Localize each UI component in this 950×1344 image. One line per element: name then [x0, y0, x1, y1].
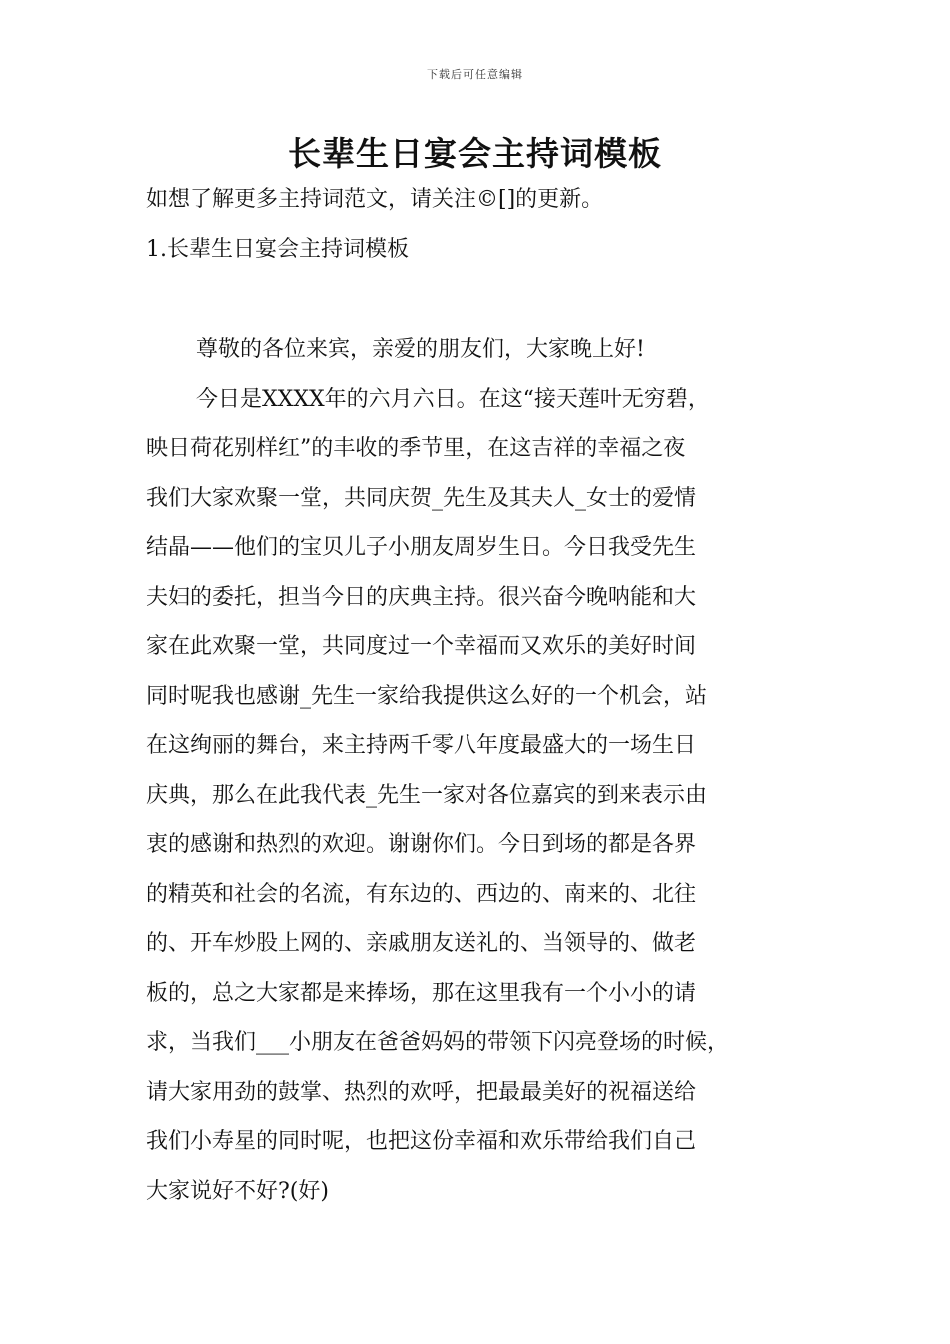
paragraph-line: 我们小寿星的同时呢，也把这份幸福和欢乐带给我们自己	[146, 1129, 697, 1154]
paragraph-line: 夫妇的委托，担当今日的庆典主持。很兴奋今晚呐能和大	[146, 584, 697, 610]
section-heading: 1.长辈生日宴会主持词模板	[146, 237, 409, 262]
paragraph-line: 求，当我们___小朋友在爸爸妈妈的带领下闪亮登场的时候，	[146, 1030, 730, 1055]
paragraph-line: 衷的感谢和热烈的欢迎。谢谢你们。今日到场的都是各界	[146, 832, 697, 857]
paragraph-line: 板的，总之大家都是来捧场，那在这里我有一个小小的请	[146, 980, 697, 1006]
paragraph-line: 同时呢我也感谢_先生一家给我提供这么好的一个机会，站	[146, 683, 708, 709]
paragraph-line: 在这绚丽的舞台，来主持两千零八年度最盛大的一场生日	[146, 733, 697, 758]
paragraph-line: 结晶——他们的宝贝儿子小朋友周岁生日。今日我受先生	[146, 535, 697, 560]
body-text	[146, 332, 826, 1223]
paragraph-line: 请大家用劲的鼓掌、热烈的欢呼，把最最美好的祝福送给	[146, 1079, 697, 1105]
document-title: 长辈生日宴会主持词模板	[288, 134, 662, 173]
paragraph-line: 我们大家欢聚一堂，共同庆贺_先生及其夫人_女士的爱情	[146, 485, 697, 511]
paragraph-line: 大家说好不好?(好)	[146, 1178, 329, 1204]
intro-line: 如想了解更多主持词范文，请关注©[]的更新。	[146, 187, 604, 212]
paragraph-line: 的精英和社会的名流，有东边的、西边的、南来的、北往	[146, 881, 697, 907]
paragraph-line: 映日荷花别样红”的丰收的季节里，在这吉祥的幸福之夜	[146, 436, 686, 461]
paragraph-line: 家在此欢聚一堂，共同度过一个幸福而又欢乐的美好时间	[146, 634, 697, 659]
greeting-line: 尊敬的各位来宾，亲爱的朋友们，大家晚上好!	[196, 337, 645, 362]
paragraph-line: 今日是XXXX年的六月六日。在这“接天莲叶无穷碧，	[196, 386, 710, 412]
paragraph-line: 庆典，那么在此我代表_先生一家对各位嘉宾的到来表示由	[146, 782, 708, 808]
header-note: 下载后可任意编辑	[427, 68, 523, 81]
paragraph-line: 的、开车炒股上网的、亲戚朋友送礼的、当领导的、做老	[146, 931, 697, 956]
